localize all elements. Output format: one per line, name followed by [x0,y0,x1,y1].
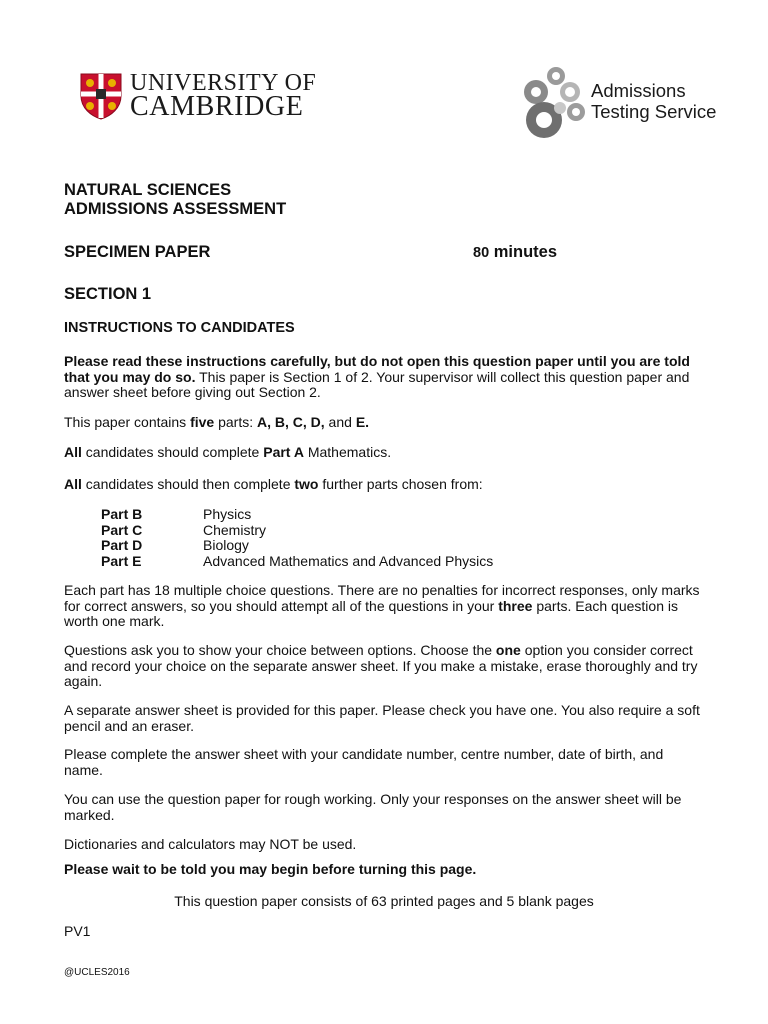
text-fragment-bold: A, B, C, D, [257,414,325,430]
part-label: Part D [101,537,143,553]
part-subject: Biology [203,537,249,553]
text-fragment: and [324,414,356,430]
rough-working-paragraph: You can use the question paper for rough working. Only your responses on the answer sheet will be marked. [64,791,682,823]
text-fragment: further parts chosen from: [318,476,483,492]
part-label: Part E [101,552,142,569]
text-fragment-bold: five [190,414,215,430]
cambridge-logo [79,72,324,120]
instructions-paragraph-1 [64,354,706,401]
part-subject: Physics [203,506,252,522]
instructions-paragraph-1-rest: This paper is Section 1 of 2. Your supervisor will collect this question paper and answer sheet before giving out Section 2. [64,368,690,400]
choice-paragraph [64,643,706,690]
dictionaries-paragraph: Dictionaries and calculators may NOT be used. [64,836,357,852]
ats-logo [518,64,728,140]
text-fragment: option you consider correct and record your choice on the separate answer sheet. If you make a mistake, erase thoroughly and try again. [64,642,698,689]
text-fragment: Mathematics. [303,444,392,460]
text-fragment-bold: All [64,476,82,492]
text-fragment: candidates should then complete [81,476,295,492]
cambridge-crest-icon [79,72,123,120]
complete-sheet-paragraph: Please complete the answer sheet with your candidate number, centre number, date of birth, and name. [64,746,664,778]
instructions-paragraph-1-bold: Please read these instructions carefully, but do not open this question paper until you are told that you may do so. [64,353,690,385]
duration-unit: minutes [493,243,557,261]
copyright: @UCLES2016 [64,967,130,978]
text-fragment: parts: [214,414,257,430]
duration-number: 80 [473,245,490,261]
part-a-paragraph [64,445,706,461]
text-fragment-bold: three [498,597,533,614]
wait-paragraph: Please wait to be told you may begin before turning this page. [64,861,477,877]
text-fragment: candidates should complete [81,444,264,460]
instructions-heading: INSTRUCTIONS TO CANDIDATES [64,320,295,336]
pages-note: This question paper consists of 63 printed pages and 5 blank pages [174,893,594,909]
section-title: SECTION 1 [64,285,152,303]
ats-line2: Testing Service [591,101,717,122]
text-fragment-bold: one [495,642,521,658]
university-line1: UNIVERSITY OF [130,70,317,96]
text-fragment-bold: E. [355,414,370,430]
ats-line1: Admissions [591,80,686,101]
ats-circles-icon [518,64,588,140]
text-fragment: Each part has 18 multiple choice questions. There are no penalties for incorrect responses, only marks for correct answers, so you should attempt all of the questions in your [64,582,700,614]
part-label: Part C [101,521,143,538]
title-line2: ADMISSIONS ASSESSMENT [64,200,287,218]
part-subject: Advanced Mathematics and Advanced Physics [203,552,494,569]
text-fragment-bold: Part A [263,444,304,460]
university-line2: CAMBRIDGE [130,91,304,122]
part-label: Part B [101,506,143,522]
text-fragment: Questions ask you to show your choice between options. Choose the [64,642,496,658]
duration [473,243,557,263]
paper-code: PV1 [64,923,91,939]
text-fragment-bold: two [294,476,319,492]
parts-count-paragraph [64,415,706,431]
paper-title: SPECIMEN PAPER [64,243,211,261]
marking-paragraph [64,583,706,630]
part-subject: Chemistry [203,521,267,538]
parts-list [101,507,493,569]
answer-sheet-paragraph: A separate answer sheet is provided for this paper. Please check you have one. You also require a soft pencil and an eraser. [64,702,700,734]
text-fragment: This paper contains [64,414,191,430]
further-parts-paragraph [64,477,706,493]
text-fragment-bold: All [64,444,82,460]
title-line1: NATURAL SCIENCES [64,181,232,199]
text-fragment: parts. Each question is worth one mark. [64,597,678,629]
